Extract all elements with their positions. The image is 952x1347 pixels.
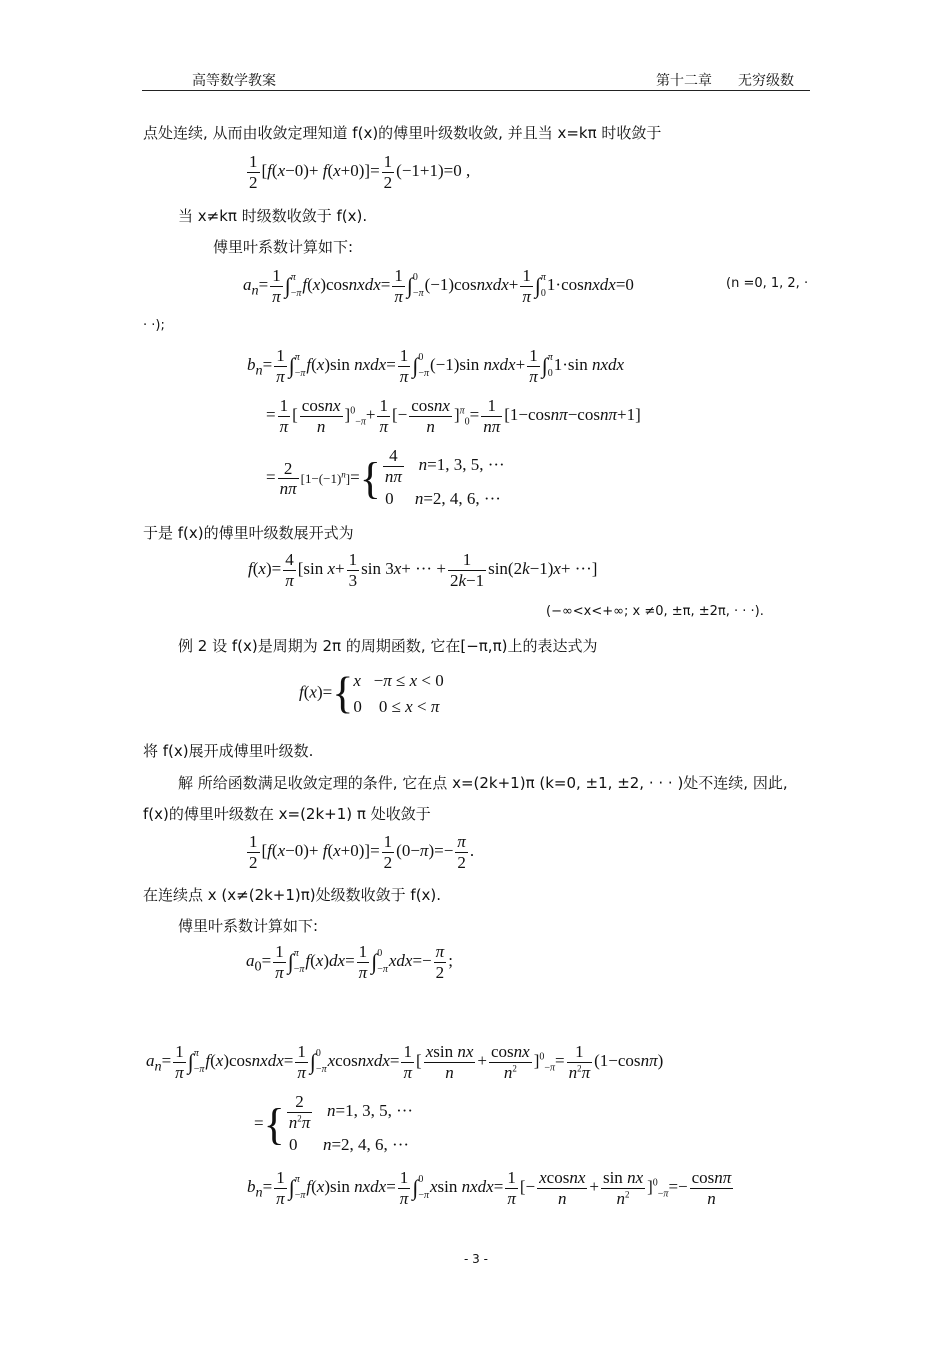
- paragraph-1: 点处连续, 从而由收敛定理知道 f(x)的傅里叶级数收敛, 并且当 x=kπ 时收敛于: [143, 124, 662, 142]
- equation-bn-3: = $\frac{2}{n\pi}$ $[1-(-1)^n]=${ $\frac{4}{n\pi}$ n=1, 3, 5, ··· 0 n=2, 4, 6, ···: [266, 446, 505, 509]
- equation-bn-2: = $\frac{1}{\pi}$ [ $\frac{\text{cosnx}}{n}$ ]$^0_{-\pi}$+ $\frac{1}{\pi}$ [− $\frac{\text{cosnx}}{n}$ ]$^\pi_0$= $\frac{1}{n\pi}$ [1−cosnπ−cosnπ+1]: [266, 396, 641, 436]
- equation-limit-2: $\frac{1}{2}$ [f(x−0)+ f(x+0)]= $\frac{1}{2}$ (0−π)=− $\frac{\pi}{2}$ .: [249, 832, 475, 872]
- equation-piecewise: f(x)={ x −π ≤ x < 0 0 0 ≤ x < π: [299, 668, 444, 718]
- equation-an-2: $a_n=$ $\frac{1}{\pi}$ ∫ π −π f(x)cosnxdx= $\frac{1}{\pi}$ ∫ 0 −π xcosnxdx= $\frac{1}{\pi}$ [ $\frac{\text{xsin nx}}{n}$ + $\frac{\text{cosnx}}{n^2}$ ]$^0_{-\pi}$= $\frac{1}{n^2\pi}$ (1−cosnπ): [146, 1042, 664, 1082]
- paragraph-2: 当 x≠kπ 时级数收敛于 f(x).: [178, 207, 368, 225]
- paragraph-4: 于是 f(x)的傅里叶级数展开式为: [143, 524, 354, 542]
- example-2: 例 2 设 f(x)是周期为 2π 的周期函数, 它在[−π,π)上的表达式为: [178, 637, 598, 655]
- paragraph-6: 解 所给函数满足收敛定理的条件, 它在点 x=(2k+1)π (k=0, ±1, ±2, · · · )处不连续, 因此,: [178, 774, 788, 792]
- page-number: - 3 -: [464, 1252, 488, 1266]
- series-range: (−∞<x<+∞; x ≠0, ±π, ±2π, · · ·).: [546, 604, 764, 619]
- equation-bn-1: $b_n=$ $\frac{1}{\pi}$ ∫ π −π f(x)sin nxdx= $\frac{1}{\pi}$ ∫ 0 −π (−1)sin nxdx+ $\frac{1}{\pi}$ ∫ π 0 1·sin nxdx: [247, 346, 625, 386]
- equation-bn-final: $b_n=$ $\frac{1}{\pi}$ ∫ π −π f(x)sin nxdx= $\frac{1}{\pi}$ ∫ 0 −π xsin nxdx= $\frac{1}{\pi}$ [− $\frac{\text{xcosnx}}{n}$ + $\frac{\text{sin nx}}{n^2}$ ]$^0_{-\pi}$=− $\frac{\cos n\pi}{n}$: [247, 1168, 732, 1208]
- equation-an-cases: ={ $\frac{2}{n^2\pi}$ n=1, 3, 5, ··· 0 n=2, 4, 6, ···: [254, 1092, 414, 1155]
- an-condition: (n =0, 1, 2, ·: [726, 276, 809, 291]
- paragraph-8: 在连续点 x (x≠(2k+1)π)处级数收敛于 f(x).: [143, 886, 442, 904]
- paragraph-7: f(x)的傅里叶级数在 x=(2k+1) π 处收敛于: [143, 805, 431, 823]
- equation-limit-1: $\frac{1}{2}$ [f(x−0)+ f(x+0)]= $\frac{1}{2}$ (−1+1)=0 ,: [249, 152, 471, 192]
- equation-series-1: f(x)= $\frac{4}{\pi}$ [sin x+ $\frac{1}{3}$ sin 3x+ ··· + $\frac{1}{2k-1}$ sin(2k−1)x+ ···]: [248, 550, 598, 590]
- equation-an-1: $a_n=$ $\frac{1}{\pi}$ ∫ π −π f(x)cosnxdx= $\frac{1}{\pi}$ ∫ 0 −π (−1)cosnxdx+ $\frac{1}{\pi}$ ∫ π 0 1·cosnxdx=0: [243, 266, 634, 306]
- header-left: 高等数学教案: [192, 73, 276, 89]
- header-rule: [142, 90, 810, 91]
- paragraph-9: 傅里叶系数计算如下:: [178, 917, 319, 935]
- an-condition-cont: · ·);: [143, 318, 165, 333]
- header-chapter: 第十二章: [656, 73, 712, 89]
- paragraph-5: 将 f(x)展开成傅里叶级数.: [143, 742, 314, 760]
- header-title: 无穷级数: [738, 73, 794, 89]
- equation-a0: $a_0=$ $\frac{1}{\pi}$ ∫ π −π f(x)dx= $\frac{1}{\pi}$ ∫ 0 −π xdx=− $\frac{\pi}{2}$ ;: [246, 942, 453, 982]
- paragraph-3: 傅里叶系数计算如下:: [213, 238, 354, 256]
